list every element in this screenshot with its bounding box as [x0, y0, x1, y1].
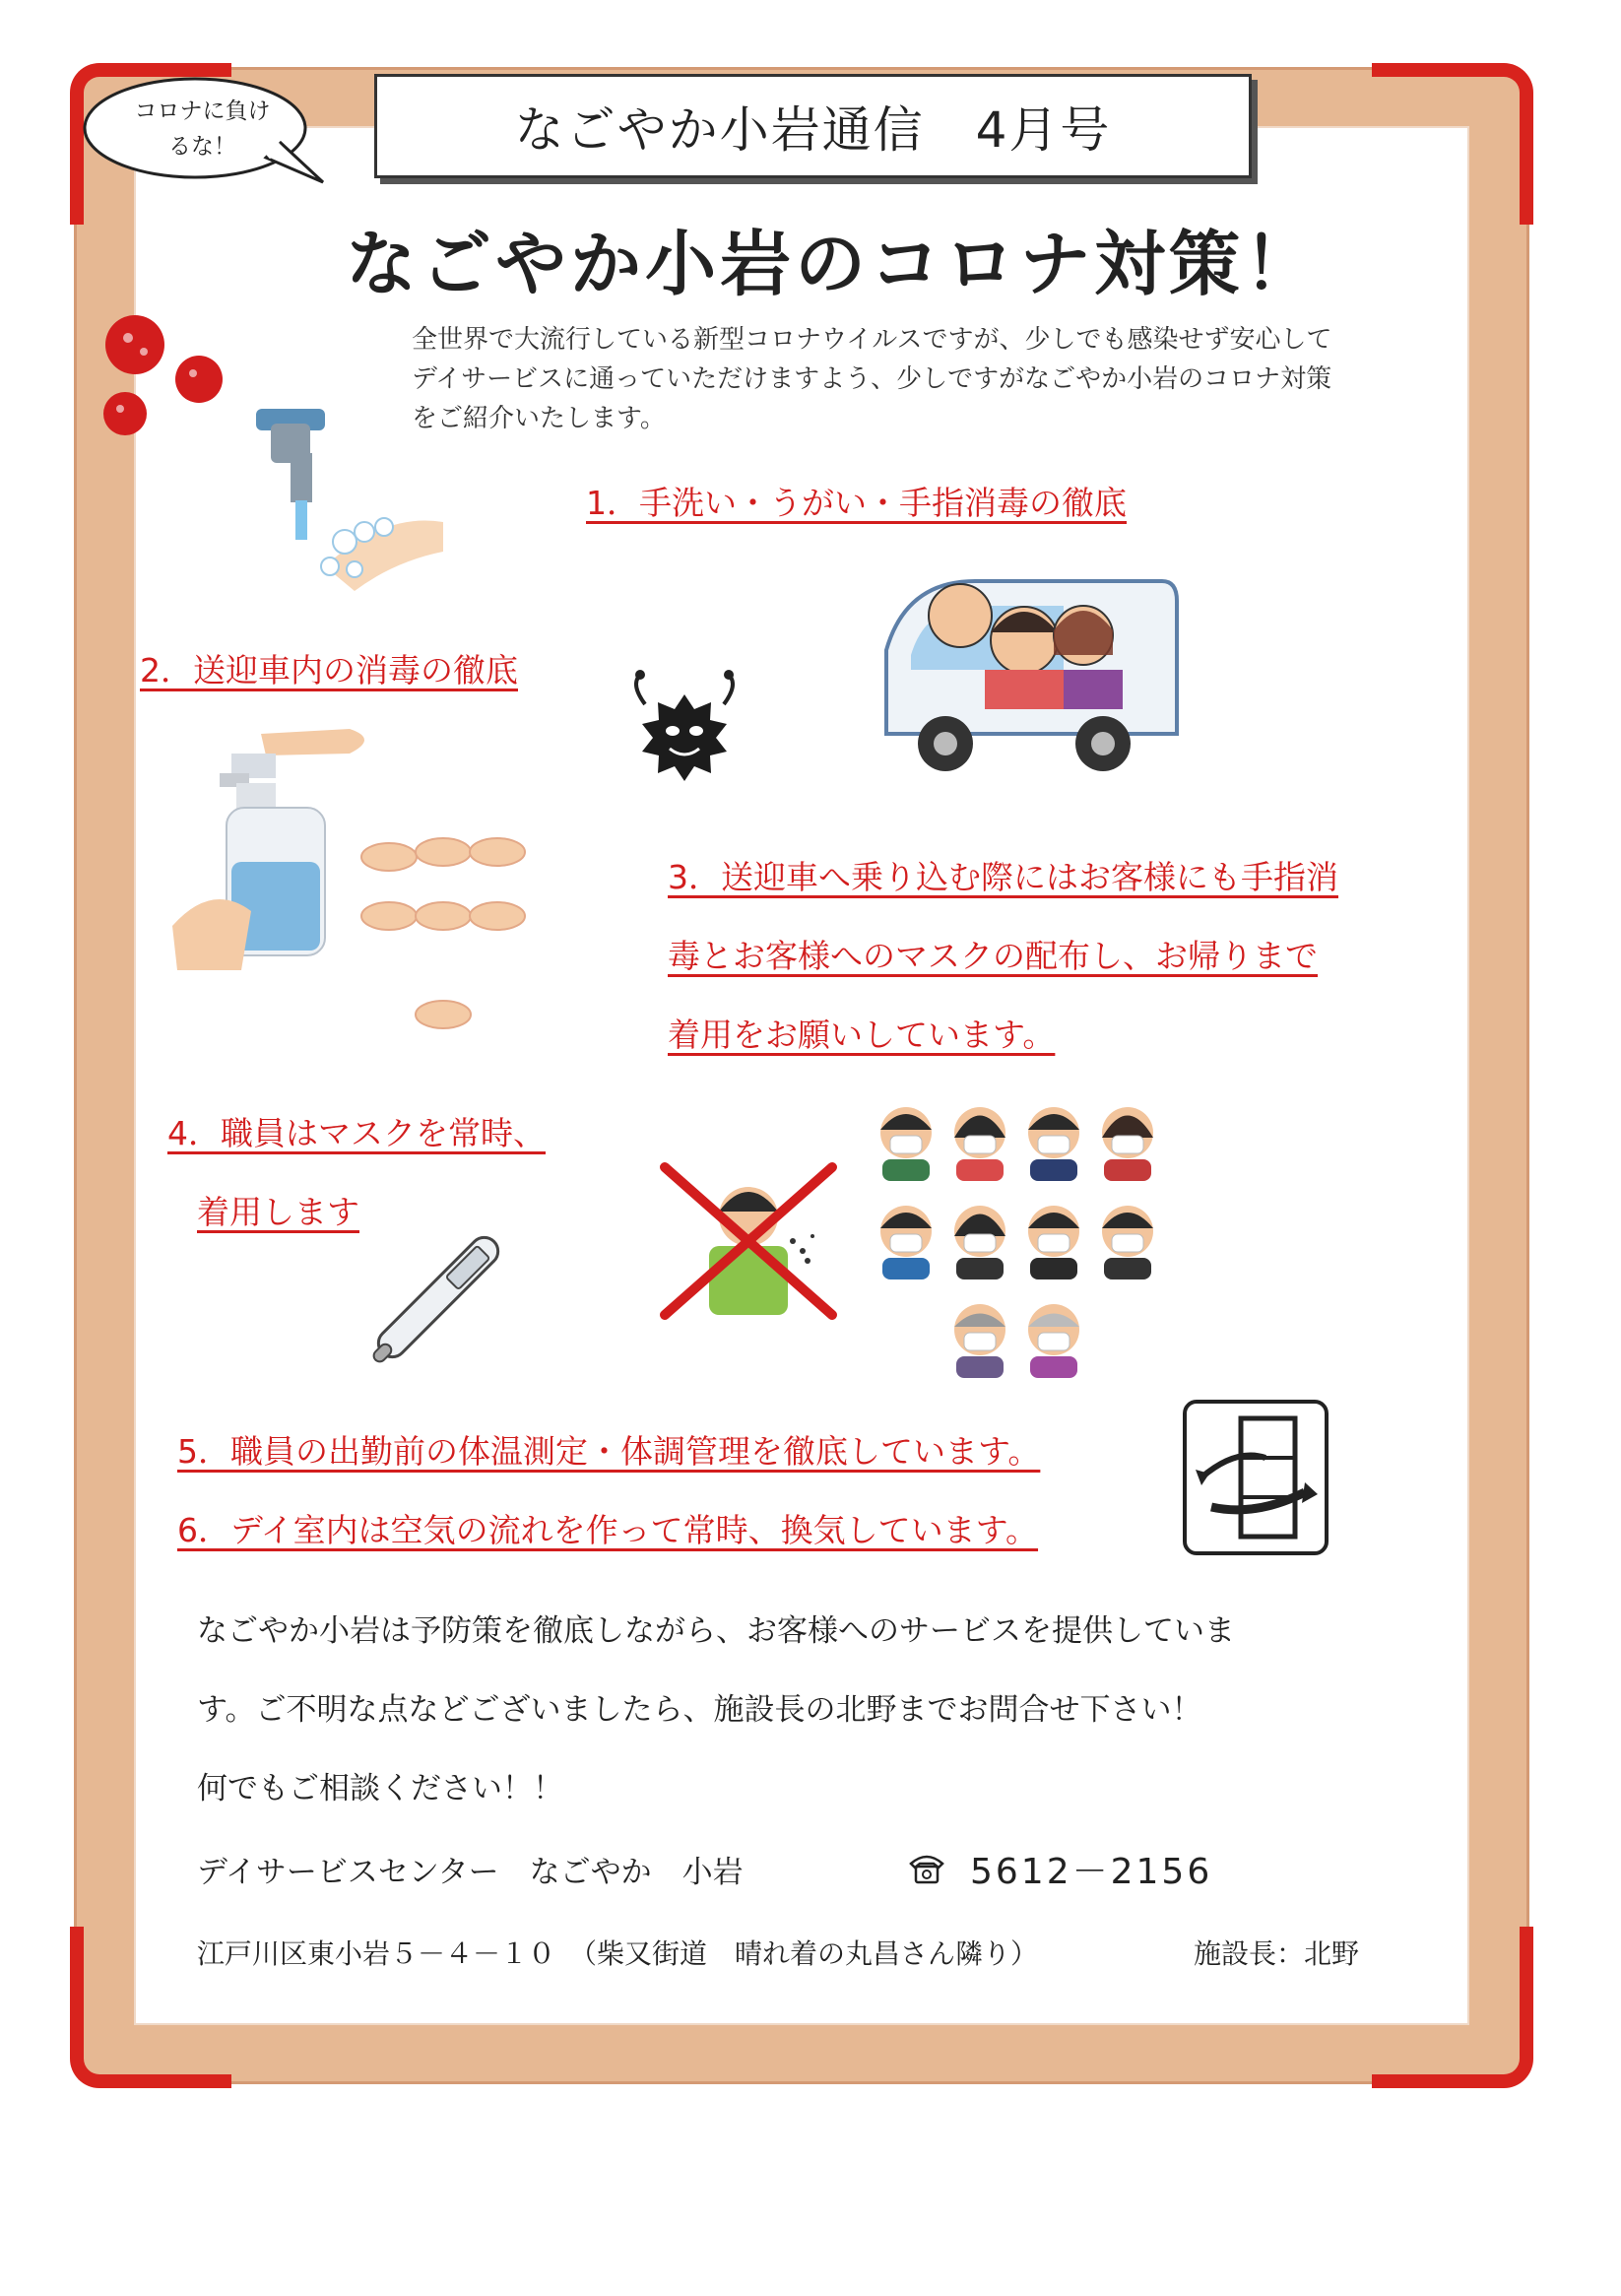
phone-number: 5612－2156	[970, 1852, 1213, 1892]
intro-paragraph	[412, 320, 1396, 438]
item-handwash: 1．手洗い・うがい・手指消毒の徹底	[586, 484, 1127, 522]
item-ventilation: 6．デイ室内は空気の流れを作って常時、換気しています。	[177, 1511, 1039, 1549]
hand-sanitizer-icon	[172, 714, 586, 1049]
newsletter-title: なごやか小岩通信 4月号	[374, 74, 1252, 178]
item-customer-sanitize-line-2: 毒とお客様へのマスクの配布し、お帰りまで	[668, 937, 1318, 975]
masked-people-icon	[876, 1098, 1172, 1384]
phone-icon	[908, 1852, 945, 1885]
center-name: デイサービスセンター なごやか 小岩	[197, 1855, 744, 1890]
ventilation-icon	[1182, 1399, 1329, 1556]
closing-line-2: す。ご不明な点などございましたら、施設長の北野までお問合せ下さい！	[197, 1692, 1202, 1728]
faucet-icon	[236, 394, 453, 601]
speech-bubble-text	[106, 94, 298, 164]
intro-line-1: 全世界で大流行している新型コロナウイルスですが、少しでも感染せず安心して	[412, 325, 1332, 355]
germ-character-icon	[616, 670, 753, 803]
headline: なごやか小岩のコロナ対策！	[345, 223, 1319, 305]
item-staff-mask-line-2: 着用します	[197, 1193, 359, 1231]
item-staff-health-check: 5．職員の出勤前の体温測定・体調管理を徹底しています。	[177, 1432, 1041, 1471]
virus-icon	[91, 300, 233, 448]
item-customer-sanitize-line-3: 着用をお願いしています。	[668, 1016, 1056, 1054]
van-icon	[867, 561, 1182, 793]
item-staff-mask-line-1: 4．職員はマスクを常時、	[167, 1114, 546, 1152]
intro-line-3: をご紹介いたします。	[412, 404, 666, 433]
closing-line-3: 何でもご相談ください！！	[197, 1771, 563, 1806]
address: 江戸川区東小岩５－４－１０ （柴又街道 晴れ着の丸昌さん隣り）	[197, 1937, 1039, 1970]
thermometer-icon	[340, 1207, 537, 1389]
bubble-line-2: るな！	[168, 134, 236, 160]
bubble-line-1: コロナに負け	[134, 98, 271, 124]
closing-line-1: なごやか小岩は予防策を徹底しながら、お客様へのサービスを提供していま	[197, 1613, 1235, 1649]
item-vehicle-disinfection: 2．送迎車内の消毒の徹底	[140, 651, 518, 689]
item-customer-sanitize-line-1: 3．送迎車へ乗り込む際にはお客様にも手指消	[668, 858, 1338, 896]
intro-line-2: デイサービスに通っていただけますよう、少しですがなごやか小岩のコロナ対策	[412, 364, 1332, 394]
director: 施設長：北野	[1194, 1937, 1360, 1970]
no-mask-icon	[655, 1157, 842, 1325]
